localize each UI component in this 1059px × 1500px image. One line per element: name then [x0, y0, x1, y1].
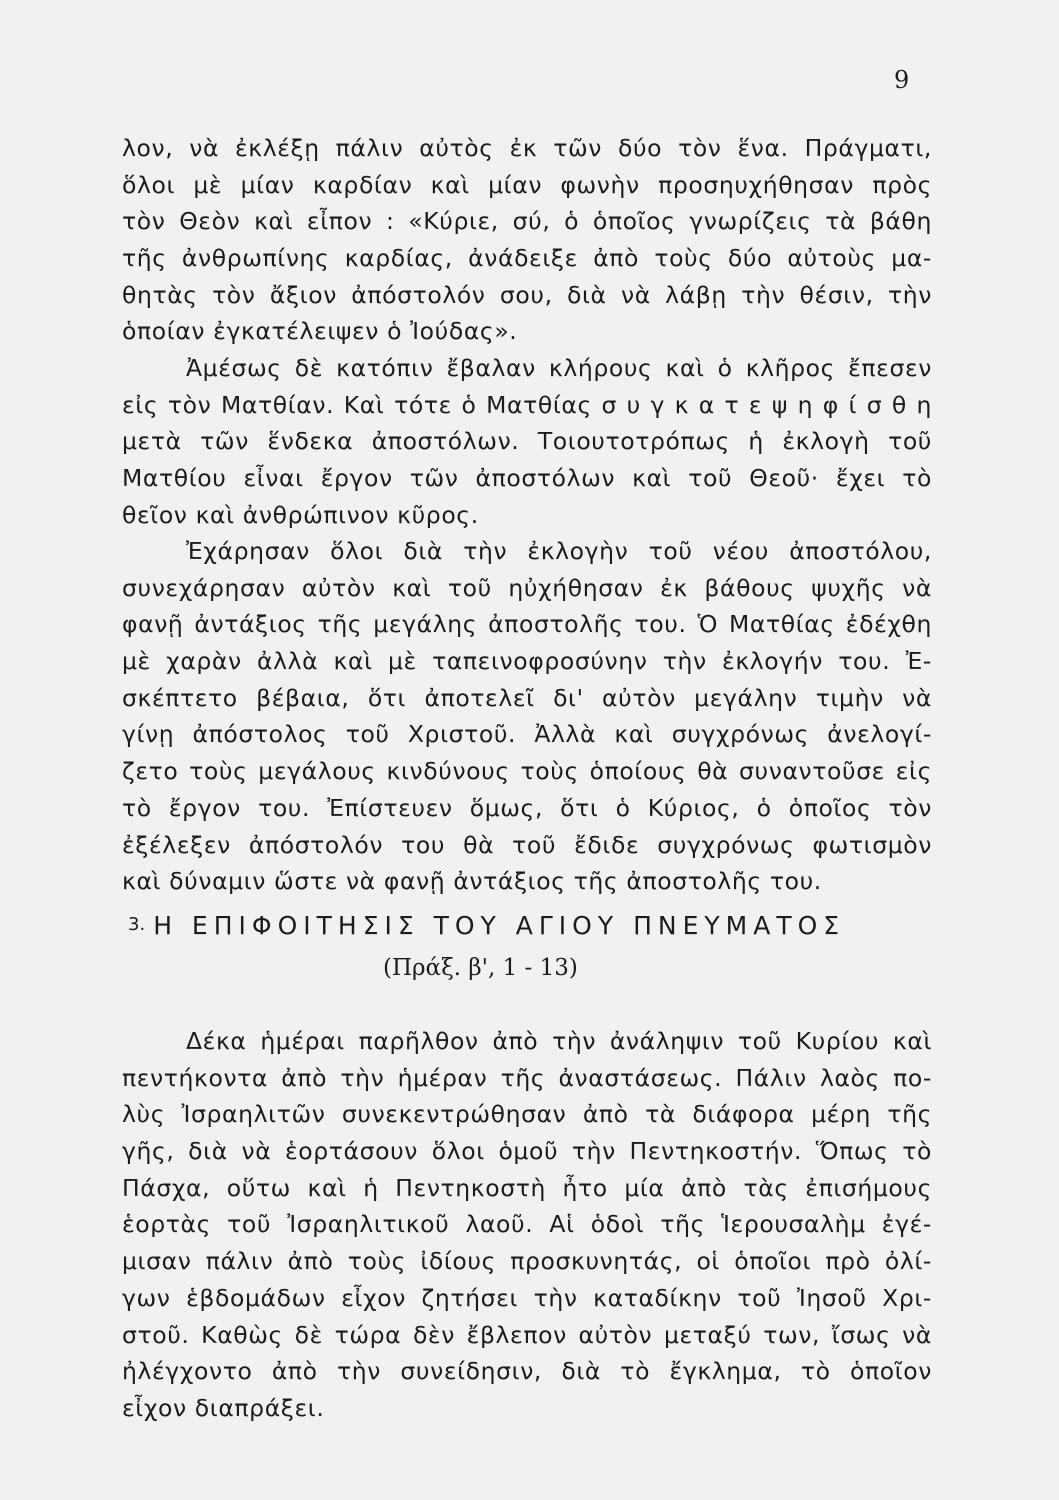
text-line: Δέκα ἡμέραι παρῆλθον ἀπὸ τὴν ἀνάληψιν τοῦ Κυρίου καὶ	[186, 1027, 932, 1055]
text-line: Ἐχάρησαν ὅλοι διὰ τὴν ἐκλογὴν τοῦ νέου ἀποστόλου,	[186, 537, 932, 565]
text-line: μισαν πάλιν ἀπὸ τοὺς ἰδίους προσκυνητάς, οἱ ὁποῖοι πρὸ ὀλί-	[122, 1247, 932, 1276]
text-line: Πάσχα, οὕτω καὶ ἡ Πεντηκοστὴ ἦτο μία ἀπὸ τὰς ἐπισήμους	[122, 1173, 932, 1202]
text-line: γῆς, διὰ νὰ ἑορτάσουν ὅλοι ὁμοῦ τὴν Πεντηκοστήν. Ὅπως τὸ	[122, 1137, 932, 1166]
section-title: Η ΕΠΙΦΟΙΤΗΣΙΣ ΤΟΥ ΑΓΙΟΥ ΠΝΕΥΜΑΤΟΣ	[153, 911, 846, 940]
text-line: μὲ χαρὰν ἀλλὰ καὶ μὲ ταπεινοφροσύνην τὴν ἐκλογήν του. Ἐ-	[122, 647, 932, 676]
text-line: Ἀμέσως δὲ κατόπιν ἔβαλαν κλήρους καὶ ὁ κλῆρος ἔπεσεν	[186, 354, 932, 382]
text-line: στοῦ. Καθὼς δὲ τώρα δὲν ἔβλεπον αὐτὸν μεταξύ των, ἴσως νὰ	[122, 1320, 932, 1349]
section-heading	[128, 906, 888, 944]
text-line: σκέπτετο βέβαια, ὅτι ἀποτελεῖ δι' αὐτὸν μεγάλην τιμὴν νὰ	[122, 683, 932, 712]
text-line: ἑορτὰς τοῦ Ἰσραηλιτικοῦ λαοῦ. Αἱ ὁδοὶ τῆς Ἱερουσαλὴμ ἐγέ-	[122, 1210, 932, 1239]
text-line: εἰς τὸν Ματθίαν. Καὶ τότε ὁ Ματθίας σ υ γ κ α τ ε ψ η φ ί σ θ η	[122, 390, 932, 419]
text-line: γων ἑβδομάδων εἶχον ζητήσει τὴν καταδίκην τοῦ Ἰησοῦ Χρι-	[122, 1283, 932, 1312]
page-number: 9	[894, 66, 910, 94]
text-line: λὺς Ἰσραηλιτῶν συνεκεντρώθησαν ἀπὸ τὰ διάφορα μέρη τῆς	[122, 1100, 932, 1129]
section-reference: (Πράξ. β', 1 - 13)	[383, 955, 578, 981]
text-line: θητὰς τὸν ἄξιον ἀπόστολόν σου, διὰ νὰ λάβῃ τὴν θέσιν, τὴν	[122, 280, 932, 309]
text-line: γίνῃ ἀπόστολος τοῦ Χριστοῦ. Ἀλλὰ καὶ συγχρόνως ἀνελογί-	[122, 720, 932, 749]
paragraph-prayer	[122, 130, 932, 350]
text-line: τὸν Θεὸν καὶ εἶπον : «Κύριε, σύ, ὁ ὁποῖος γνωρίζεις τὰ βάθη	[122, 207, 932, 236]
text-line: πεντήκοντα ἀπὸ τὴν ἡμέραν τῆς ἀναστάσεως. Πάλιν λαὸς πο-	[122, 1063, 932, 1092]
text-line: θεῖον καὶ ἀνθρώπινον κῦρος.	[122, 500, 479, 529]
text-line: ζετο τοὺς μεγάλους κινδύνους τοὺς ὁποίους θὰ συναντοῦσε εἰς	[122, 757, 932, 786]
text-line: καὶ δύναμιν ὥστε νὰ φανῇ ἀντάξιος τῆς ἀποστολῆς του.	[122, 867, 822, 896]
text-line: εἶχον διαπράξει.	[122, 1393, 325, 1422]
text-line: Ματθίου εἶναι ἔργον τῶν ἀποστόλων καὶ τοῦ Θεοῦ· ἔχει τὸ	[122, 464, 932, 493]
text-line: ὅλοι μὲ μίαν καρδίαν καὶ μίαν φωνὴν προσηυχήθησαν πρὸς	[122, 170, 932, 199]
text-line: ἠλέγχοντο ἀπὸ τὴν συνείδησιν, διὰ τὸ ἔγκλημα, τὸ ὁποῖον	[122, 1357, 932, 1386]
text-line: τῆς ἀνθρωπίνης καρδίας, ἀνάδειξε ἀπὸ τοὺς δύο αὐτοὺς μα-	[122, 244, 932, 273]
text-line: ἐξέλεξεν ἀπόστολόν του θὰ τοῦ ἔδιδε συγχρόνως φωτισμὸν	[122, 830, 932, 859]
paragraph-joy	[122, 533, 932, 900]
text-line: συνεχάρησαν αὐτὸν καὶ τοῦ ηὐχήθησαν ἐκ βάθους ψυχῆς νὰ	[122, 573, 932, 602]
text-line: μετὰ τῶν ἕνδεκα ἀποστόλων. Τοιουτοτρόπως ἡ ἐκλογὴ τοῦ	[122, 427, 932, 456]
section-number: 3.	[128, 914, 146, 935]
text-line: ὁποίαν ἐγκατέλειψεν ὁ Ἰούδας».	[122, 317, 518, 346]
text-line: τὸ ἔργον του. Ἐπίστευεν ὅμως, ὅτι ὁ Κύριος, ὁ ὁποῖος τὸν	[122, 793, 932, 822]
paragraph-pentecost	[122, 1023, 932, 1427]
paragraph-lots	[122, 350, 932, 533]
text-line: φανῇ ἀντάξιος τῆς μεγάλης ἀποστολῆς του. Ὁ Ματθίας ἐδέχθη	[122, 610, 932, 639]
text-line: λον, νὰ ἐκλέξῃ πάλιν αὐτὸς ἐκ τῶν δύο τὸν ἕνα. Πράγματι,	[122, 134, 932, 162]
